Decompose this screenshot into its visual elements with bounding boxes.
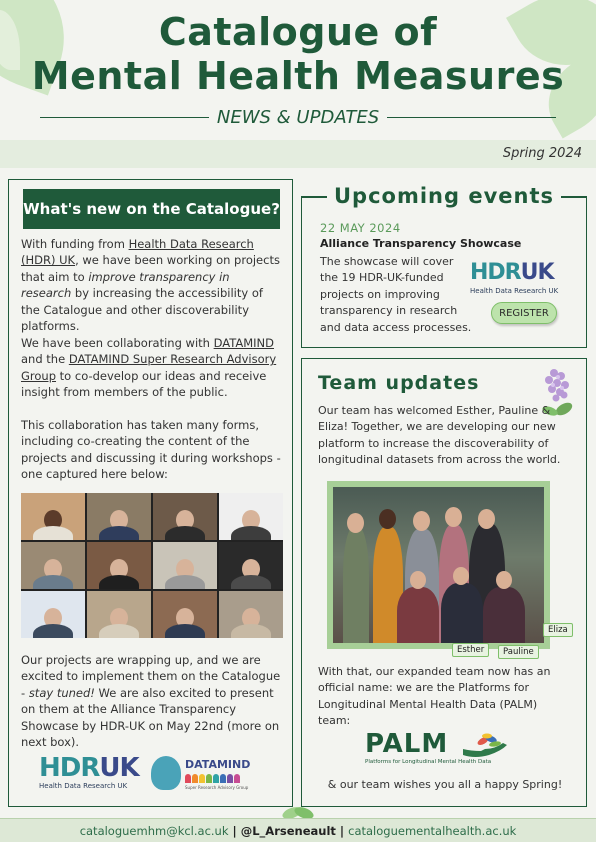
subtitle-row: [40, 106, 556, 128]
team-intro-text: Our team has welcomed Esther, Pauline & Eliza! Together, we are developing our new platform to increase the discoverability of longitudinal datasets from across the world.: [318, 404, 561, 467]
hdr-uk-wordmark: [470, 259, 558, 287]
workshop-participant-photo: [87, 591, 151, 638]
team-photo: [327, 481, 550, 649]
workshop-participant-photo: [219, 542, 283, 589]
hdr-uk-link[interactable]: Health Data Research (HDR) UK: [21, 237, 254, 268]
emphasis-text: stay tuned!: [28, 685, 95, 700]
people-icon: [185, 774, 240, 783]
whats-new-heading: What's new on the Catalogue?: [23, 189, 280, 229]
upcoming-events-panel: [301, 197, 587, 348]
team-name-text: With that, our expanded team now has an official name: we are the Platforms for Longitudinal Mental Health Data (PALM) team:: [318, 665, 551, 728]
closing-message: & our team wishes you all a happy Spring!: [327, 778, 563, 791]
season-label: Spring 2024: [502, 146, 582, 161]
footer-email-link[interactable]: cataloguemhm@kcl.ac.uk: [79, 824, 229, 838]
event-hdr-uk-logo: [470, 259, 558, 295]
newsletter-subtitle: NEWS & UPDATES: [216, 106, 380, 128]
divider-right: [387, 117, 556, 118]
datamind-tagline: Super Research Advisory Group: [185, 785, 249, 790]
text: We are also excited to present on them at the Alliance Transparency Showcase by HDR-UK on May 22nd (more on next box).: [21, 685, 280, 750]
newsletter-header: [0, 0, 596, 140]
hdr-uk-logo: [39, 754, 139, 790]
head-silhouette-icon: [151, 756, 181, 790]
text: Our projects are wrapping up, and we are excited to implement them on the Catalogue -: [21, 653, 281, 700]
season-bar: [0, 140, 596, 168]
text: by increasing the accessibility of the Catalogue and other discoverability platforms.: [21, 286, 263, 334]
workshop-participant-photo: [21, 542, 85, 589]
datamind-logo: [151, 754, 271, 794]
emphasis-text: improve transparency in research: [21, 269, 230, 301]
hdr-uk-tagline: Health Data Research UK: [470, 287, 559, 295]
hdr-uk-wordmark: [39, 754, 139, 782]
uk-text: UK: [520, 260, 554, 285]
paragraph-wrapping-up: [21, 652, 283, 750]
uk-text: UK: [99, 753, 139, 783]
workshop-participant-photo: [219, 591, 283, 638]
hdr-uk-tagline: Health Data Research UK: [39, 782, 128, 790]
datamind-link[interactable]: DATAMIND: [213, 336, 275, 350]
separator: |: [228, 824, 241, 838]
separator: |: [335, 824, 349, 838]
workshop-participant-photo: [219, 493, 283, 540]
footer-website-link[interactable]: cataloguementalhealth.ac.uk: [348, 824, 517, 838]
workshop-participant-photo: [87, 493, 151, 540]
title-line-1: Catalogue of: [158, 10, 438, 54]
workshop-participant-photo: [153, 542, 217, 589]
palm-logo: [365, 727, 515, 767]
hdr-text: HDR: [470, 260, 521, 285]
datamind-advisory-group-link[interactable]: DATAMIND Super Research Advisory Group: [21, 352, 277, 383]
team-photo-image: [333, 487, 544, 643]
workshop-participant-photo: [87, 542, 151, 589]
photo-tag-pauline: Pauline: [498, 645, 539, 659]
event-description: The showcase will cover the 19 HDR-UK-funded projects on improving transparency in research and data access processes.: [320, 255, 472, 334]
text: We have been collaborating with: [21, 336, 214, 350]
partner-logos: [21, 754, 283, 796]
title-line-2: Mental Health Measures: [31, 54, 565, 98]
paragraph-workshops: This collaboration has taken many forms, including co-creating the content of the projects and discussing it during workshops - one captured here below:: [21, 418, 281, 482]
palm-tagline: Platforms for Longitudinal Mental Health Data: [365, 759, 492, 765]
workshop-participant-photo: [153, 591, 217, 638]
datamind-wordmark: DATAMIND: [185, 758, 251, 771]
team-updates-title: Team updates: [318, 372, 480, 394]
footer-twitter-handle[interactable]: @L_Arseneault: [240, 824, 336, 838]
team-updates-panel: [301, 358, 587, 807]
workshop-photo-grid: [21, 493, 283, 638]
text: to co-develop our ideas and receive insight from members of the public.: [21, 368, 267, 400]
photo-tag-eliza: Eliza: [543, 623, 573, 637]
register-button[interactable]: REGISTER: [491, 302, 557, 324]
text: , we have been working on projects that aim to: [21, 253, 280, 284]
workshop-participant-photo: [21, 493, 85, 540]
upcoming-events-title: Upcoming events: [330, 184, 558, 208]
hdr-text: HDR: [39, 753, 100, 783]
hand-holding-plant-icon: [461, 733, 509, 759]
workshop-participant-photo: [153, 493, 217, 540]
newsletter-title: [0, 10, 596, 98]
workshop-participant-photo: [21, 591, 85, 638]
divider-left: [40, 117, 209, 118]
text: With funding from: [21, 237, 129, 251]
paragraph-funding: [21, 236, 283, 334]
palm-wordmark: PALM: [365, 729, 449, 759]
event-name: Alliance Transparency Showcase: [320, 237, 522, 250]
whats-new-panel: [8, 179, 293, 807]
photo-tag-esther: Esther: [452, 643, 489, 657]
footer: [0, 818, 596, 842]
paragraph-collaboration: [21, 335, 283, 401]
event-date: 22 MAY 2024: [320, 221, 401, 235]
text: and the: [21, 352, 69, 367]
